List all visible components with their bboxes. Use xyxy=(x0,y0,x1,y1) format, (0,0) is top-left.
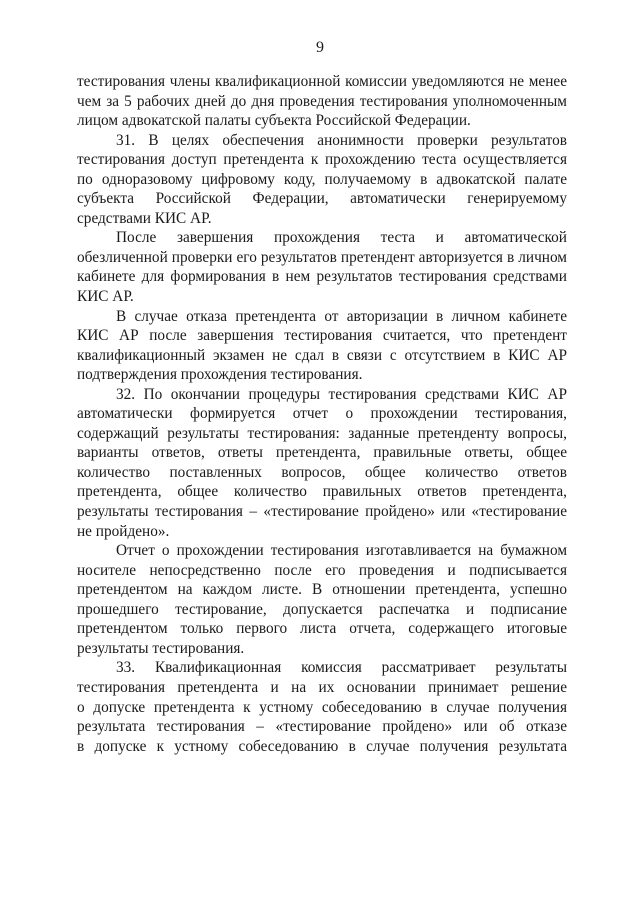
paragraph xyxy=(77,307,567,385)
text-line: по одноразовому цифровому коду, получаемому в адвокатской палате xyxy=(77,170,567,188)
text-line: в допуске к устному собеседованию в случае получения результата xyxy=(77,737,567,755)
text-line: кабинете для формирования в нем результатов тестирования средствами xyxy=(77,268,567,286)
text-line: В случае отказа претендента от авторизации в личном кабинете xyxy=(116,307,567,325)
text-line: претендентом только первого листа отчета, содержащего итоговые xyxy=(77,620,567,638)
paragraph xyxy=(77,228,567,306)
text-line: подтверждения прохождения тестирования. xyxy=(77,366,363,384)
text-line: лицом адвокатской палаты субъекта Российской Федерации. xyxy=(77,112,471,130)
text-line: 32. По окончании процедуры тестирования средствами КИС АР xyxy=(116,385,567,403)
text-line: содержащий результаты тестирования: заданные претенденту вопросы, xyxy=(77,424,567,442)
text-line: варианты ответов, ответы претендента, правильные ответы, общее xyxy=(77,444,567,462)
text-line: обезличенной проверки его результатов претендент авторизуется в личном xyxy=(77,248,567,266)
text-line: субъекта Российской Федерации, автоматически генерируемому xyxy=(77,190,567,208)
paragraph xyxy=(77,72,567,131)
text-line: результата тестирования – «тестирование пройдено» или об отказе xyxy=(77,718,567,736)
text-line: результаты тестирования. xyxy=(77,639,245,657)
text-line: тестирования члены квалификационной комиссии уведомляются не менее xyxy=(77,73,567,90)
text-line: КИС АР. xyxy=(77,288,134,306)
text-line: КИС АР после завершения тестирования считается, что претендент xyxy=(77,327,567,345)
text-line: претендентом на каждом листе. В отношении претендента, успешно xyxy=(77,581,567,599)
text-line: прошедшего тестирование, допускается распечатка и подписание xyxy=(77,600,567,618)
text-line: чем за 5 рабочих дней до дня проведения тестирования уполномоченным xyxy=(77,92,567,110)
text-line: 31. В целях обеспечения анонимности проверки результатов xyxy=(116,131,567,149)
text-line: тестирования претендента и на их основании принимает решение xyxy=(77,678,567,696)
text-line: 33. Квалификационная комиссия рассматривает результаты xyxy=(116,659,567,677)
paragraph xyxy=(77,385,567,541)
text-line: средствами КИС АР. xyxy=(77,209,212,227)
text-line: квалификационный экзамен не сдал в связи с отсутствием в КИС АР xyxy=(77,346,567,364)
text-line: о допуске претендента к устному собеседованию в случае получения xyxy=(77,698,567,716)
text-line: Отчет о прохождении тестирования изготавливается на бумажном xyxy=(116,542,567,560)
text-line: тестирования доступ претендента к прохождению теста осуществляется xyxy=(77,151,567,169)
paragraph xyxy=(77,541,567,658)
paragraph xyxy=(77,131,567,229)
text-line: не пройдено». xyxy=(77,522,170,540)
text-line: количество поставленных вопросов, общее количество ответов xyxy=(77,463,567,481)
text-line: автоматически формируется отчет о прохождении тестирования, xyxy=(77,405,567,423)
document-body xyxy=(77,72,567,756)
page-number: 9 xyxy=(316,39,324,56)
text-line: После завершения прохождения теста и автоматической xyxy=(116,229,567,247)
paragraph xyxy=(77,658,567,756)
text-line: претендента, общее количество правильных ответов претендента, xyxy=(77,483,567,501)
text-line: результаты тестирования – «тестирование пройдено» или «тестирование xyxy=(77,503,567,521)
text-line: носителе непосредственно после его проведения и подписывается xyxy=(77,561,567,579)
